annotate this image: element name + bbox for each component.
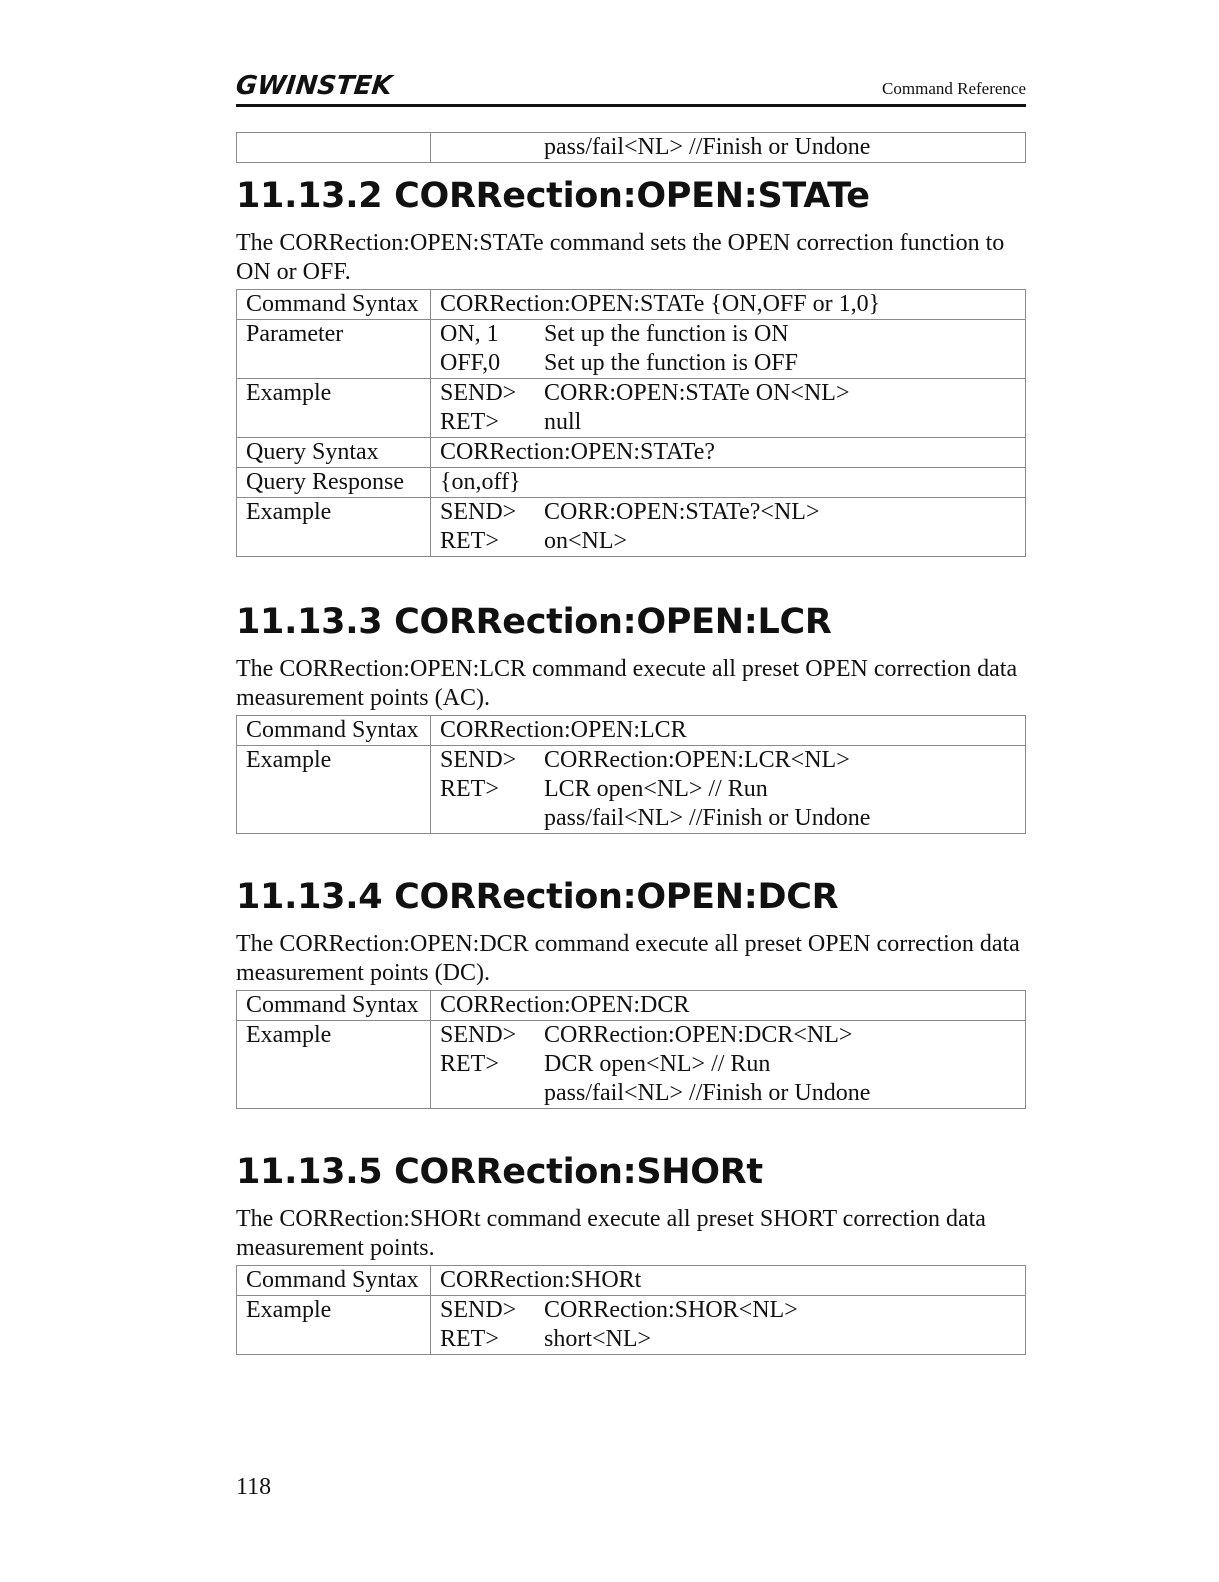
row-label: Parameter (237, 320, 431, 379)
table-row (237, 438, 1026, 468)
table-cell-value (431, 133, 1026, 163)
page-header (236, 70, 1026, 107)
row-value: CORRection:SHORt (431, 1266, 1026, 1296)
table-row (237, 1296, 1026, 1355)
param-key: OFF,0 (440, 350, 501, 376)
row-value: CORRection:OPEN:STATe? (431, 438, 1026, 468)
row-label: Example (237, 379, 431, 438)
row-value (431, 498, 1026, 557)
table-row (237, 1266, 1026, 1296)
command-table-block (236, 1265, 1026, 1355)
param-key: ON, 1 (440, 321, 499, 347)
table-row (237, 320, 1026, 379)
row-label: Query Response (237, 468, 431, 498)
example-key: RET> (440, 409, 499, 435)
section-heading: 11.13.4 CORRection:OPEN:DCR (236, 877, 839, 917)
example-key: SEND> (440, 1022, 517, 1048)
table-row (237, 133, 1026, 163)
section-heading: 11.13.2 CORRection:OPEN:STATe (236, 176, 870, 216)
section-heading: 11.13.5 CORRection:SHORt (236, 1152, 763, 1192)
example-key: RET> (440, 1051, 499, 1077)
row-label: Query Syntax (237, 438, 431, 468)
page-number: 118 (236, 1474, 272, 1500)
example-value: CORRection:OPEN:DCR<NL> (544, 1022, 853, 1048)
row-label: Example (237, 1021, 431, 1109)
example-value: CORRection:OPEN:LCR<NL> (544, 747, 850, 773)
command-table (236, 990, 1026, 1109)
continued-line: pass/fail<NL> //Finish or Undone (544, 134, 871, 160)
example-key: RET> (440, 776, 499, 802)
section-description: The CORRection:OPEN:STATe command sets the OPEN correction function to ON or OFF. (236, 230, 1005, 285)
row-value (431, 1296, 1026, 1355)
row-value (431, 379, 1026, 438)
example-key: RET> (440, 528, 499, 554)
row-value: CORRection:OPEN:LCR (431, 716, 1026, 746)
command-table-block (236, 289, 1026, 557)
table-row (237, 746, 1026, 834)
example-key (440, 804, 544, 833)
command-table (236, 1265, 1026, 1355)
example-value: pass/fail<NL> //Finish or Undone (544, 1080, 871, 1106)
brand-logo-text: GWINSTEK (234, 71, 394, 101)
row-label: Example (237, 1296, 431, 1355)
example-value: LCR open<NL> // Run (544, 776, 768, 802)
row-label: Command Syntax (237, 1266, 431, 1296)
example-value: CORR:OPEN:STATe?<NL> (544, 499, 820, 525)
table-row (237, 1021, 1026, 1109)
table-row (237, 498, 1026, 557)
example-value: CORR:OPEN:STATe ON<NL> (544, 380, 850, 406)
section-description: The CORRection:OPEN:LCR command execute all preset OPEN correction data measurement points (AC). (236, 656, 1018, 711)
table-row (237, 379, 1026, 438)
example-value: null (544, 409, 582, 435)
section-description: The CORRection:SHORt command execute all preset SHORT correction data measurement points. (236, 1206, 986, 1261)
command-table (236, 715, 1026, 834)
section-heading: 11.13.3 CORRection:OPEN:LCR (236, 602, 832, 642)
example-value: pass/fail<NL> //Finish or Undone (544, 805, 871, 831)
param-value: Set up the function is OFF (544, 350, 799, 376)
example-key: SEND> (440, 747, 517, 773)
example-key: RET> (440, 1326, 499, 1352)
row-value: CORRection:OPEN:DCR (431, 991, 1026, 1021)
example-value: on<NL> (544, 528, 628, 554)
param-value: Set up the function is ON (544, 321, 789, 347)
example-key: SEND> (440, 1297, 517, 1323)
command-table-block (236, 715, 1026, 834)
section-description: The CORRection:OPEN:DCR command execute all preset OPEN correction data measurement points (DC). (236, 931, 1020, 986)
example-key: SEND> (440, 499, 517, 525)
table-row (237, 468, 1026, 498)
table-row (237, 290, 1026, 320)
row-label: Command Syntax (237, 716, 431, 746)
example-key: SEND> (440, 380, 517, 406)
row-label: Command Syntax (237, 290, 431, 320)
manual-page (236, 0, 1026, 1582)
row-value (431, 1021, 1026, 1109)
row-value (431, 746, 1026, 834)
continued-table (236, 132, 1026, 163)
example-key (440, 1079, 544, 1108)
row-value: CORRection:OPEN:STATe {ON,OFF or 1,0} (431, 290, 1026, 320)
running-head: Command Reference (882, 79, 1026, 98)
example-value: DCR open<NL> // Run (544, 1051, 771, 1077)
command-table-block (236, 990, 1026, 1109)
row-label: Example (237, 746, 431, 834)
example-value: short<NL> (544, 1326, 652, 1352)
command-table (236, 289, 1026, 557)
continued-table-block (236, 132, 1026, 163)
row-value (431, 320, 1026, 379)
brand-logo (236, 72, 392, 100)
row-label: Command Syntax (237, 991, 431, 1021)
example-value: CORRection:SHOR<NL> (544, 1297, 798, 1323)
table-cell-label (237, 133, 431, 163)
row-label: Example (237, 498, 431, 557)
row-value: {on,off} (431, 468, 1026, 498)
table-row (237, 991, 1026, 1021)
table-row (237, 716, 1026, 746)
